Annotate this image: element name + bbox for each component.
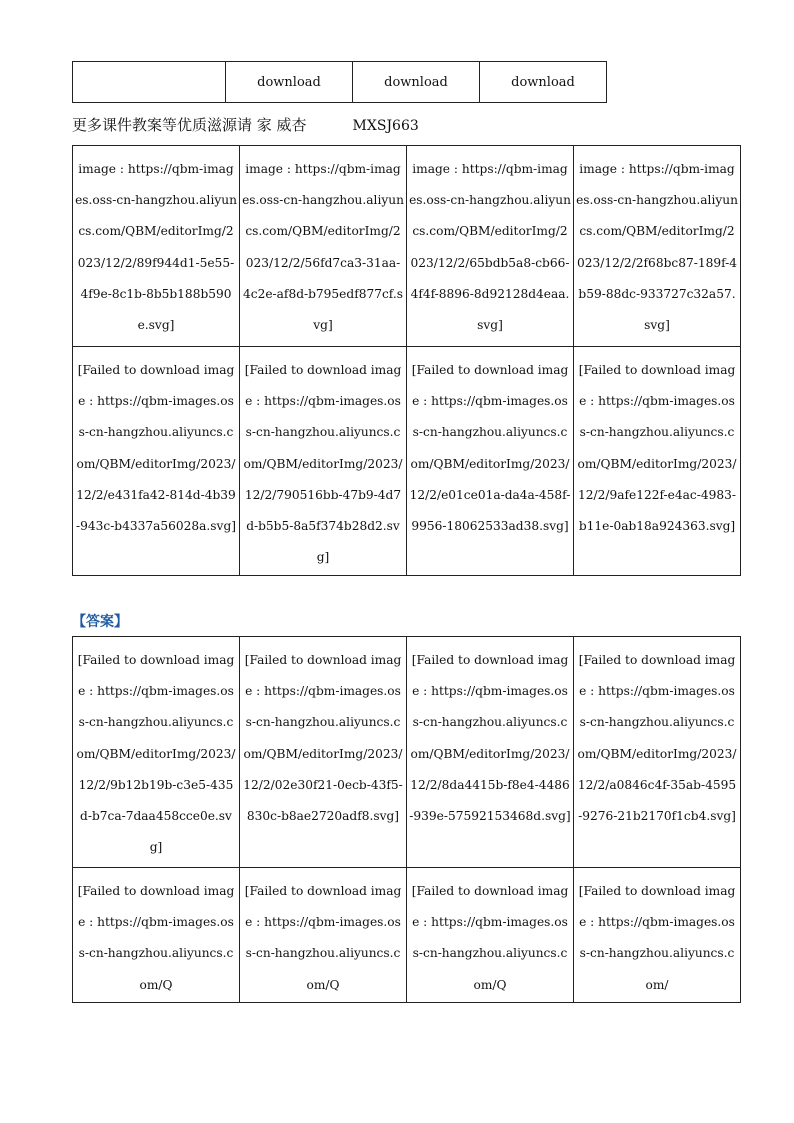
table-cell: [Failed to download image : https://qbm-images.oss-cn-hangzhou.aliyuncs.com/ — [574, 868, 741, 1003]
table-row — [73, 868, 741, 1003]
table-row — [73, 637, 741, 868]
promo-code: MXSJ663 — [352, 118, 419, 134]
table-cell: [Failed to download image : https://qbm-images.oss-cn-hangzhou.aliyuncs.com/QBM/editorImg/2023/12/2/790516bb-47b9-4d7d-b5b5-8a5f374b28d2.svg] — [240, 347, 407, 576]
download-link[interactable]: download — [480, 62, 607, 103]
download-link[interactable]: download — [226, 62, 353, 103]
download-link[interactable]: download — [353, 62, 480, 103]
table-cell: [Failed to download image : https://qbm-images.oss-cn-hangzhou.aliyuncs.com/Q — [73, 868, 240, 1003]
table-cell: [Failed to download image : https://qbm-images.oss-cn-hangzhou.aliyuncs.com/QBM/editorImg/2023/12/2/a0846c4f-35ab-4595-9276-21b2170f1cb4.svg] — [574, 637, 741, 868]
table-cell: [Failed to download image : https://qbm-images.oss-cn-hangzhou.aliyuncs.com/Q — [407, 868, 574, 1003]
download-table — [72, 61, 607, 103]
table-cell: [Failed to download image : https://qbm-images.oss-cn-hangzhou.aliyuncs.com/QBM/editorImg/2023/12/2/e01ce01a-da4a-458f-9956-18062533ad38.svg] — [407, 347, 574, 576]
table-cell: image : https://qbm-images.oss-cn-hangzhou.aliyuncs.com/QBM/editorImg/2023/12/2/56fd7ca3-31aa-4c2e-af8d-b795edf877cf.svg] — [240, 146, 407, 347]
table-cell: image : https://qbm-images.oss-cn-hangzhou.aliyuncs.com/QBM/editorImg/2023/12/2/2f68bc87-189f-4b59-88dc-933727c32a57.svg] — [574, 146, 741, 347]
table-cell: [Failed to download image : https://qbm-images.oss-cn-hangzhou.aliyuncs.com/QBM/editorImg/2023/12/2/8da4415b-f8e4-4486-939e-57592153468d.svg] — [407, 637, 574, 868]
table-cell: [Failed to download image : https://qbm-images.oss-cn-hangzhou.aliyuncs.com/QBM/editorImg/2023/12/2/e431fa42-814d-4b39-943c-b4337a56028a.svg] — [73, 347, 240, 576]
table-cell: [Failed to download image : https://qbm-images.oss-cn-hangzhou.aliyuncs.com/Q — [240, 868, 407, 1003]
image-grid-question — [72, 145, 741, 576]
table-cell: image : https://qbm-images.oss-cn-hangzhou.aliyuncs.com/QBM/editorImg/2023/12/2/65bdb5a8-cb66-4f4f-8896-8d92128d4eaa.svg] — [407, 146, 574, 347]
download-cell-empty — [73, 62, 226, 103]
table-row — [73, 146, 741, 347]
answer-heading: 【答案】 — [72, 614, 128, 630]
table-row — [73, 347, 741, 576]
table-cell: [Failed to download image : https://qbm-images.oss-cn-hangzhou.aliyuncs.com/QBM/editorImg/2023/12/2/9b12b19b-c3e5-435d-b7ca-7daa458cce0e.svg] — [73, 637, 240, 868]
table-cell: [Failed to download image : https://qbm-images.oss-cn-hangzhou.aliyuncs.com/QBM/editorImg/2023/12/2/9afe122f-e4ac-4983-b11e-0ab18a924363.svg] — [574, 347, 741, 576]
image-grid-answer — [72, 636, 741, 1003]
promo-line — [72, 114, 419, 135]
promo-text: 更多课件教案等优质滋源请 家 威杏 — [72, 116, 307, 134]
table-cell: [Failed to download image : https://qbm-images.oss-cn-hangzhou.aliyuncs.com/QBM/editorImg/2023/12/2/02e30f21-0ecb-43f5-830c-b8ae2720adf8.svg] — [240, 637, 407, 868]
download-row — [73, 62, 607, 103]
table-cell: image : https://qbm-images.oss-cn-hangzhou.aliyuncs.com/QBM/editorImg/2023/12/2/89f944d1-5e55-4f9e-8c1b-8b5b188b590e.svg] — [73, 146, 240, 347]
